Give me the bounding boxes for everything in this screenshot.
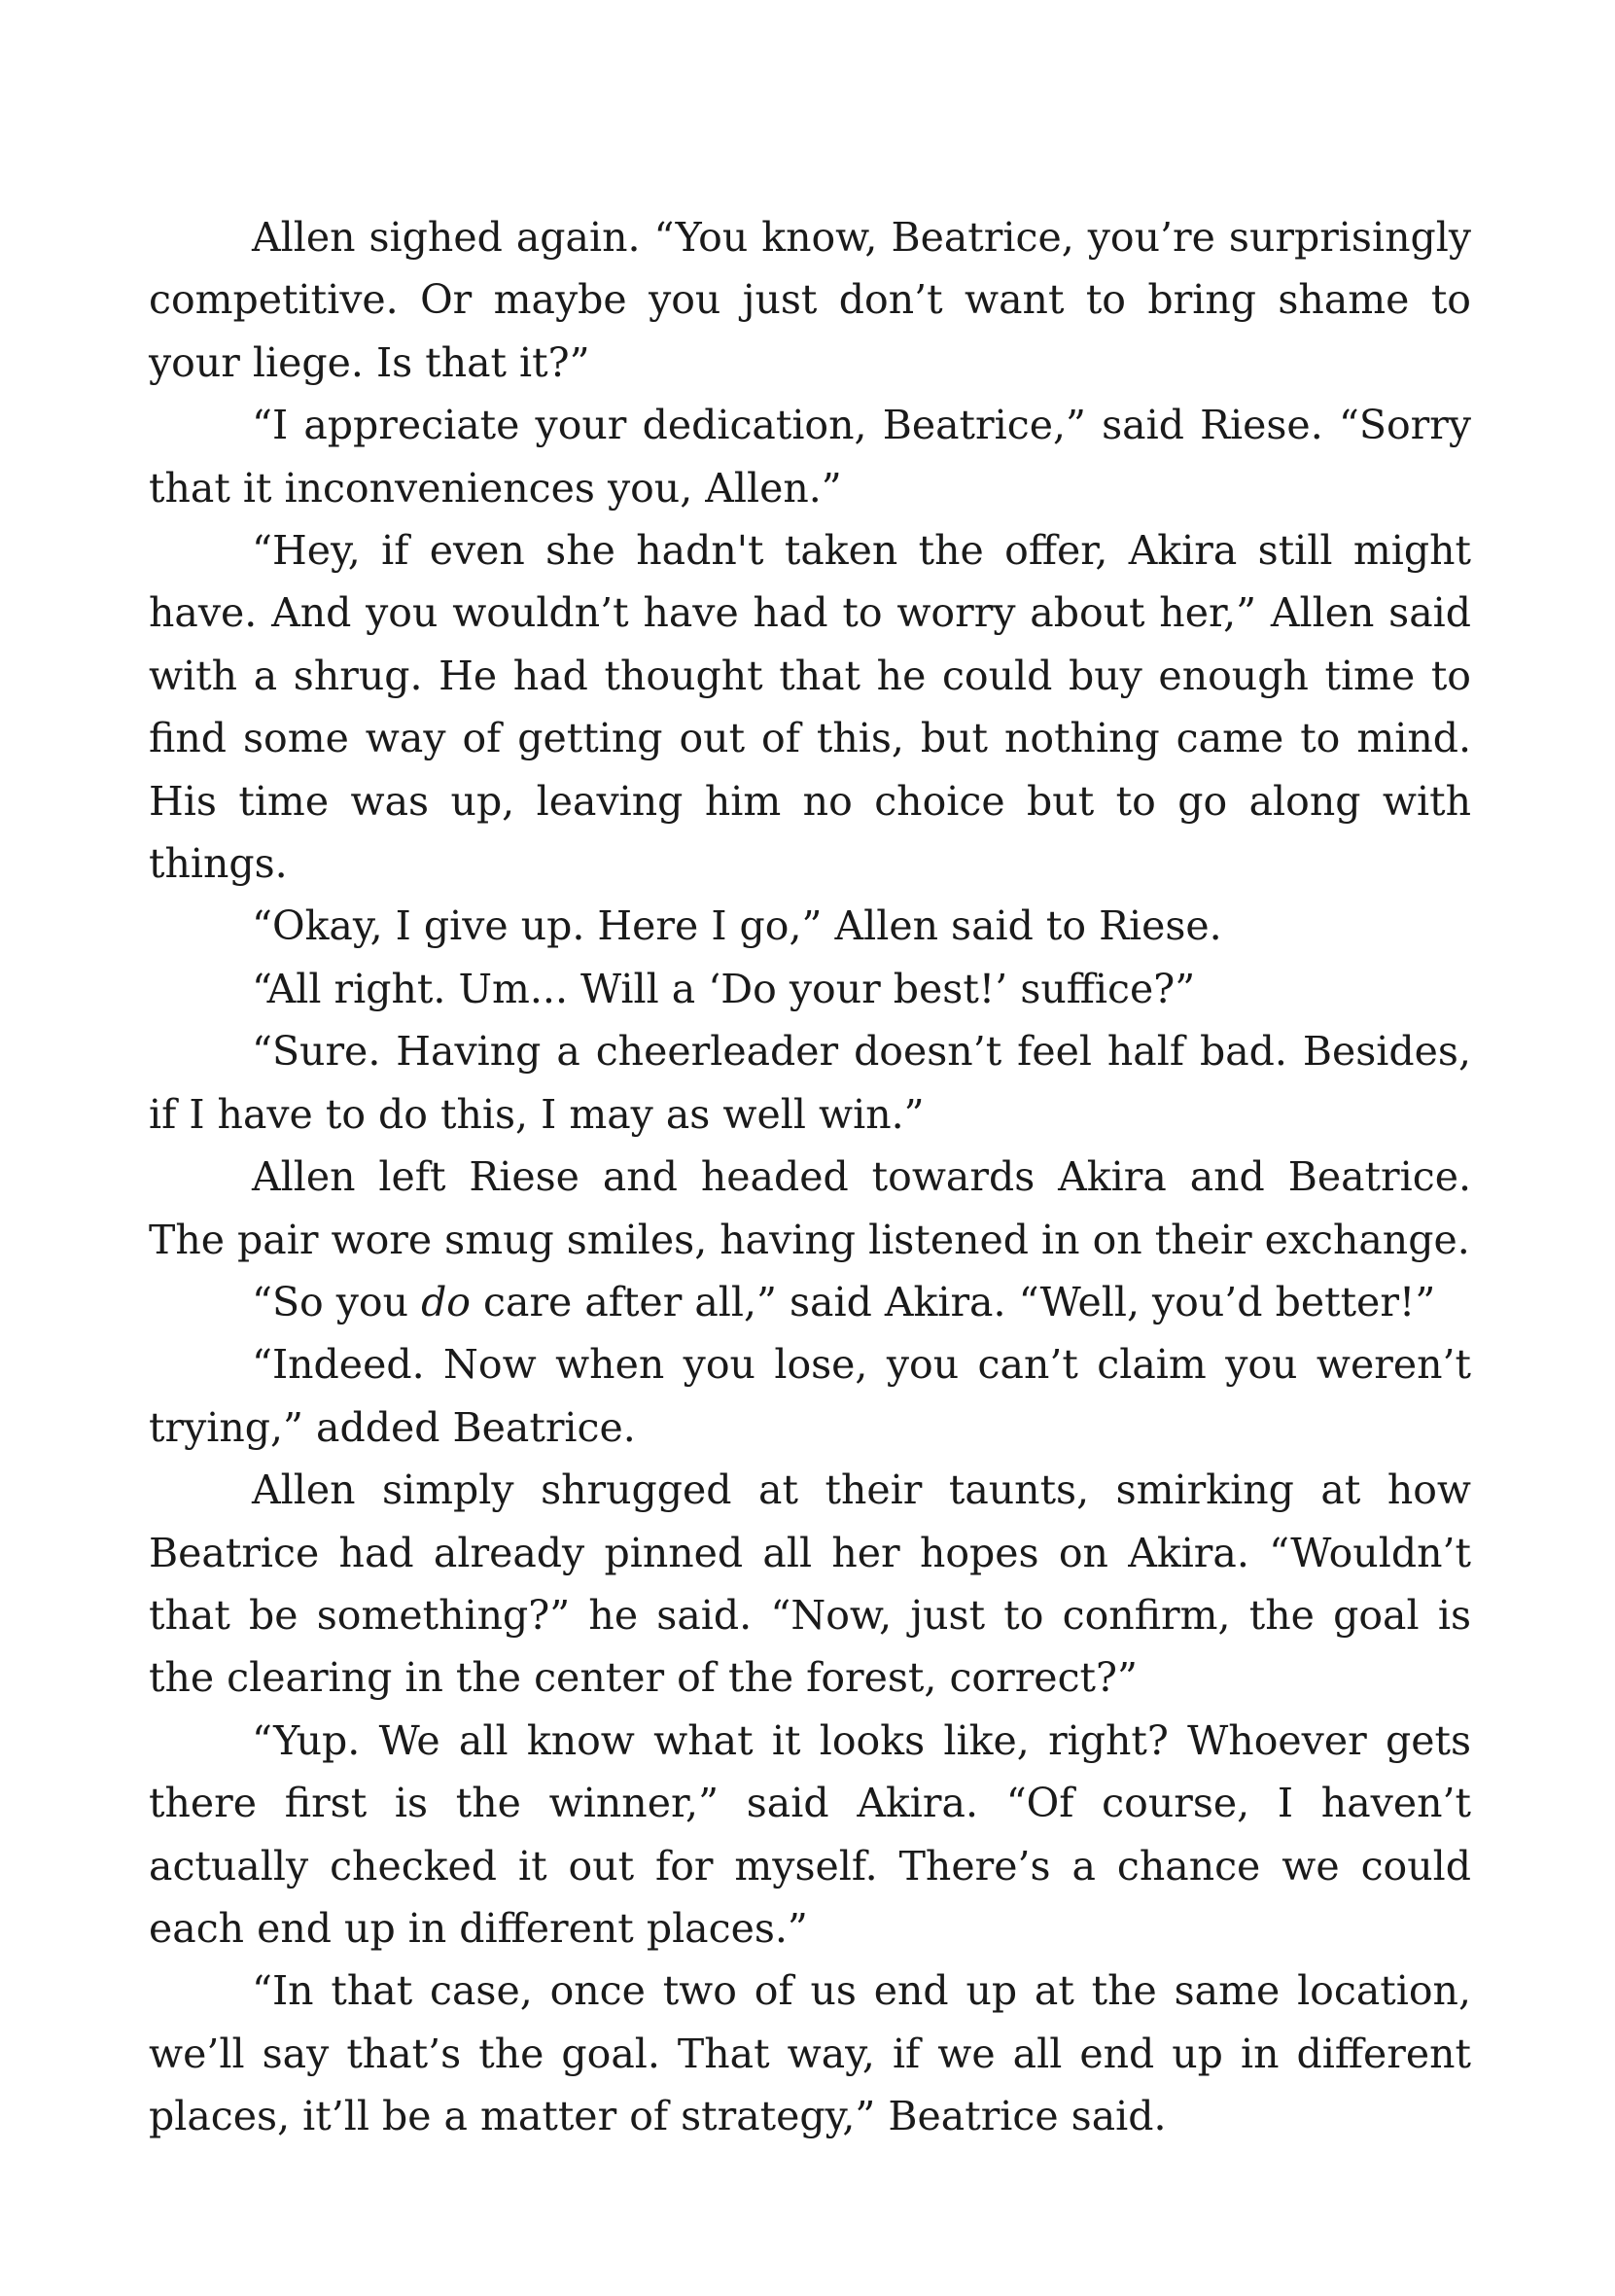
paragraph: “So you do care after all,” said Akira. “Well, you’d better!” — [252, 1278, 1436, 1325]
paragraph: “In that case, once two of us end up at the same location, we’ll say that’s the goal. That way, if we all end up in different places, it’ll be a matter of strategy,” Beatrice said. — [149, 1967, 1471, 2140]
emphasis: do — [421, 1278, 471, 1325]
paragraph: “Hey, if even she hadn't taken the offer, Akira still might have. And you wouldn’t have had to worry about her,” Allen said with a shrug. He had thought that he could buy enough time to find some way of getting out of this, but nothing came to mind. His time was up, leaving him no choice but to go along with things. — [149, 527, 1471, 888]
paragraph: “All right. Um... Will a ‘Do your best!’ suffice?” — [252, 965, 1196, 1012]
paragraph: “I appreciate your dedication, Beatrice,” said Riese. “Sorry that it inconveniences you, Allen.” — [149, 402, 1471, 512]
paragraph: Allen sighed again. “You know, Beatrice, you’re surprisingly competitive. Or maybe you just don’t want to bring shame to your liege. Is that it?” — [149, 214, 1471, 386]
paragraph: Allen left Riese and headed towards Akira and Beatrice. The pair wore smug smiles, having listened in on their exchange. — [149, 1153, 1471, 1263]
paragraph: “Yup. We all know what it looks like, right? Whoever gets there first is the winner,” said Akira. “Of course, I haven’t actually checked it out for myself. There’s a chance we could each end up in different places.” — [149, 1716, 1471, 1952]
paragraph: Allen simply shrugged at their taunts, smirking at how Beatrice had already pinned all her hopes on Akira. “Wouldn’t that be something?” he said. “Now, just to confirm, the goal is the clearing in the center of the forest, correct?” — [149, 1466, 1471, 1702]
page-body — [149, 206, 1471, 2148]
paragraph: “Sure. Having a cheerleader doesn’t feel half bad. Besides, if I have to do this, I may as well win.” — [149, 1028, 1471, 1138]
paragraph: “Indeed. Now when you lose, you can’t claim you weren’t trying,” added Beatrice. — [149, 1341, 1471, 1451]
paragraph: “Okay, I give up. Here I go,” Allen said to Riese. — [252, 902, 1222, 950]
